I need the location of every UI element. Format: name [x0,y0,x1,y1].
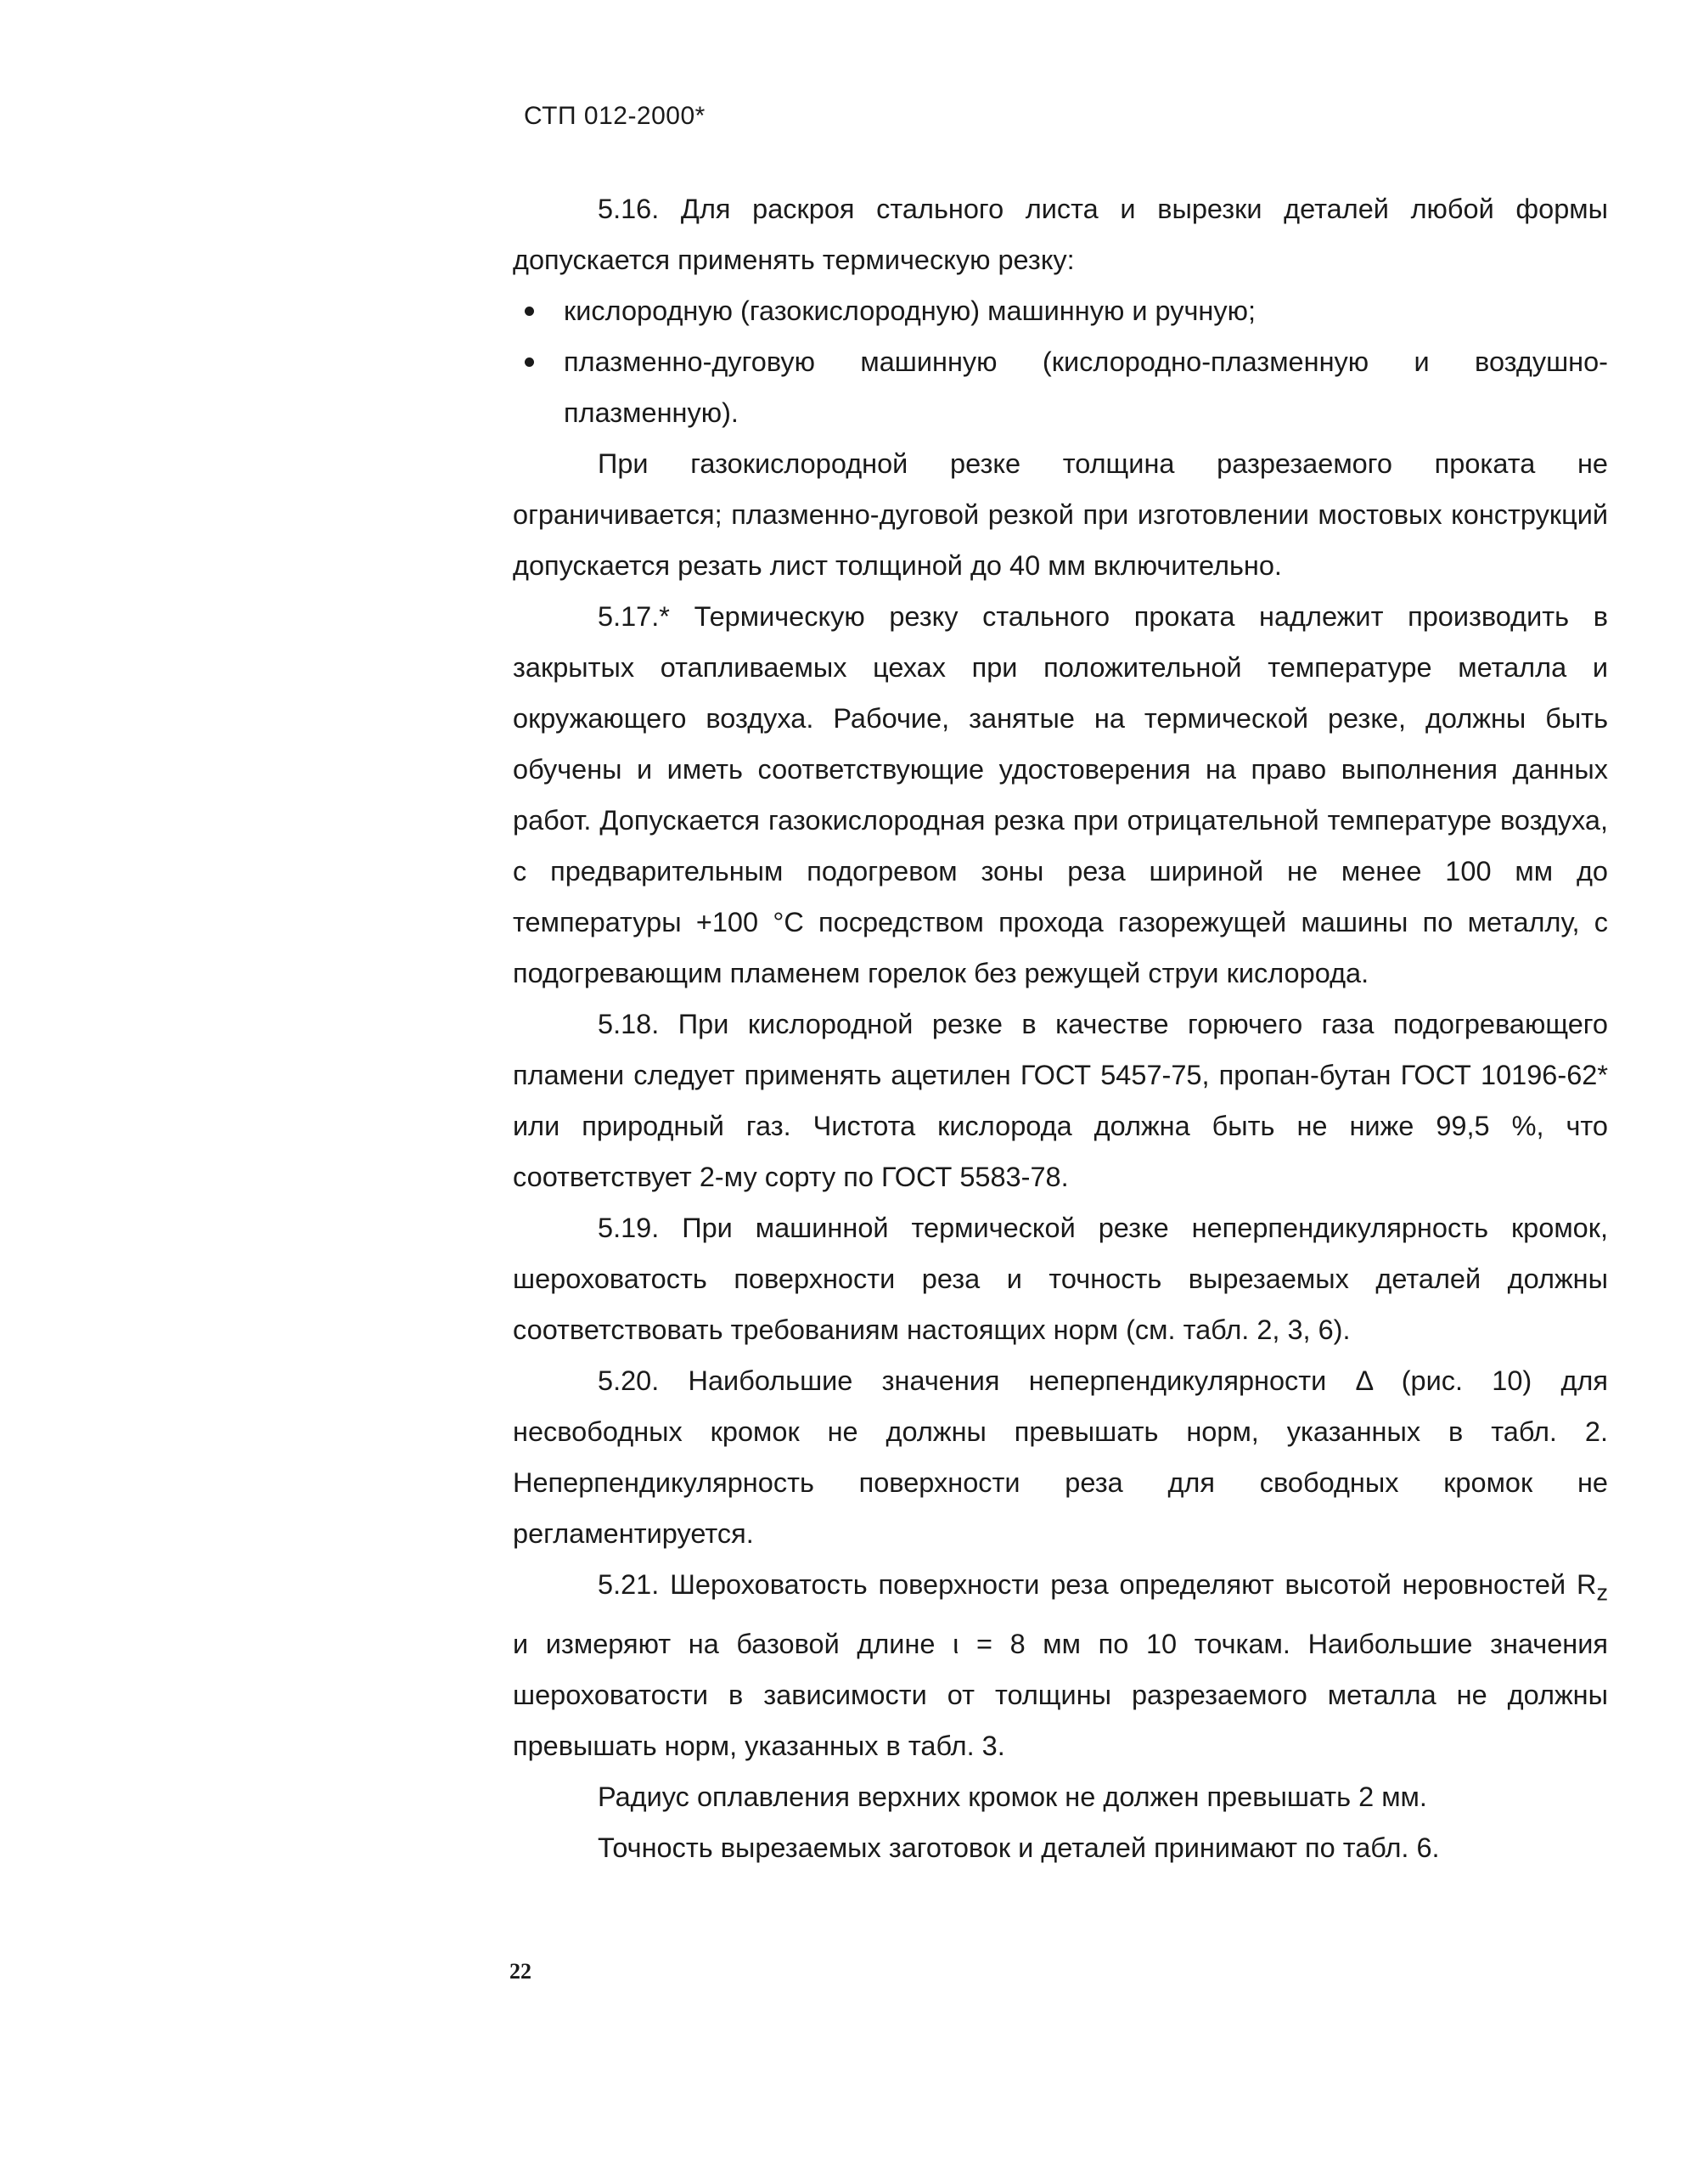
paragraph-5-21-start: 5.21. Шероховатость поверхности реза определяют высотой неровностей R [598,1569,1597,1600]
bullet-icon [525,307,534,316]
paragraph-edge-radius: Радиус оплавления верхних кромок не должен превышать 2 мм. [598,1781,1427,1812]
paragraph-5-18: 5.18. При кислородной резке в качестве горючего газа подогревающего пламени следует применять ацетилен ГОСТ 5457-75, пропан-бутан ГОСТ 10196-62* или природный газ. Чистота кислорода должна быть не ниже 99,5 %, что соответствует 2-му сорту по ГОСТ 5583-78. [513,1009,1608,1192]
page-number: 22 [509,1959,531,1984]
paragraph-5-21-end: и измеряют на базовой длине ι = 8 мм по 10 точкам. Наибольшие значения шероховатости в зависимости от толщины разрезаемого металла не должны превышать норм, указанных в табл. 3. [513,1628,1608,1761]
list-item [513,336,1608,438]
paragraph-5-21 [513,1559,1608,1771]
paragraph-5-16: 5.16. Для раскроя стального листа и вырезки деталей любой формы допускается применять термическую резку: [513,194,1608,275]
list-item-text: кислородную (газокислородную) машинную и ручную; [564,296,1257,326]
bullet-icon [525,357,534,367]
paragraph-5-16-note: При газокислородной резке толщина разрезаемого проката не ограничивается; плазменно-дуговой резкой при изготовлении мостовых конструкций допускается резать лист толщиной до 40 мм включительно. [513,448,1608,581]
cutting-methods-list [513,285,1608,438]
paragraph-5-17: 5.17.* Термическую резку стального проката надлежит производить в закрытых отапливаемых цехах при положительной температуре металла и окружающего воздуха. Рабочие, занятые на термической резке, должны быть обучены и иметь соответствующие удостоверения на право выполнения данных работ. Допускается газокислородная резка при отрицательной температуре воздуха, с предварительным подогревом зоны реза шириной не менее 100 мм до температуры +100 °С посредством прохода газорежущей машины по металлу, с подогревающим пламенем горелок без режущей струи кислорода. [513,601,1608,988]
document-code-header: СТП 012-2000* [524,102,706,130]
paragraph-5-20: 5.20. Наибольшие значения неперпендикулярности Δ (рис. 10) для несвободных кромок не должны превышать норм, указанных в табл. 2. Неперпендикулярность поверхности реза для свободных кромок не регламентируется. [513,1365,1608,1549]
paragraph-accuracy: Точность вырезаемых заготовок и деталей принимают по табл. 6. [598,1832,1440,1863]
roughness-subscript: z [1596,1579,1608,1606]
paragraph-5-19: 5.19. При машинной термической резке неперпендикулярность кромок, шероховатость поверхности реза и точность вырезаемых деталей должны соответствовать требованиям настоящих норм (см. табл. 2, 3, 6). [513,1213,1608,1345]
list-item-text: плазменно-дуговую машинную (кислородно-плазменную и воздушно-плазменную). [564,346,1608,428]
document-body [513,183,1608,1873]
list-item [513,285,1608,336]
